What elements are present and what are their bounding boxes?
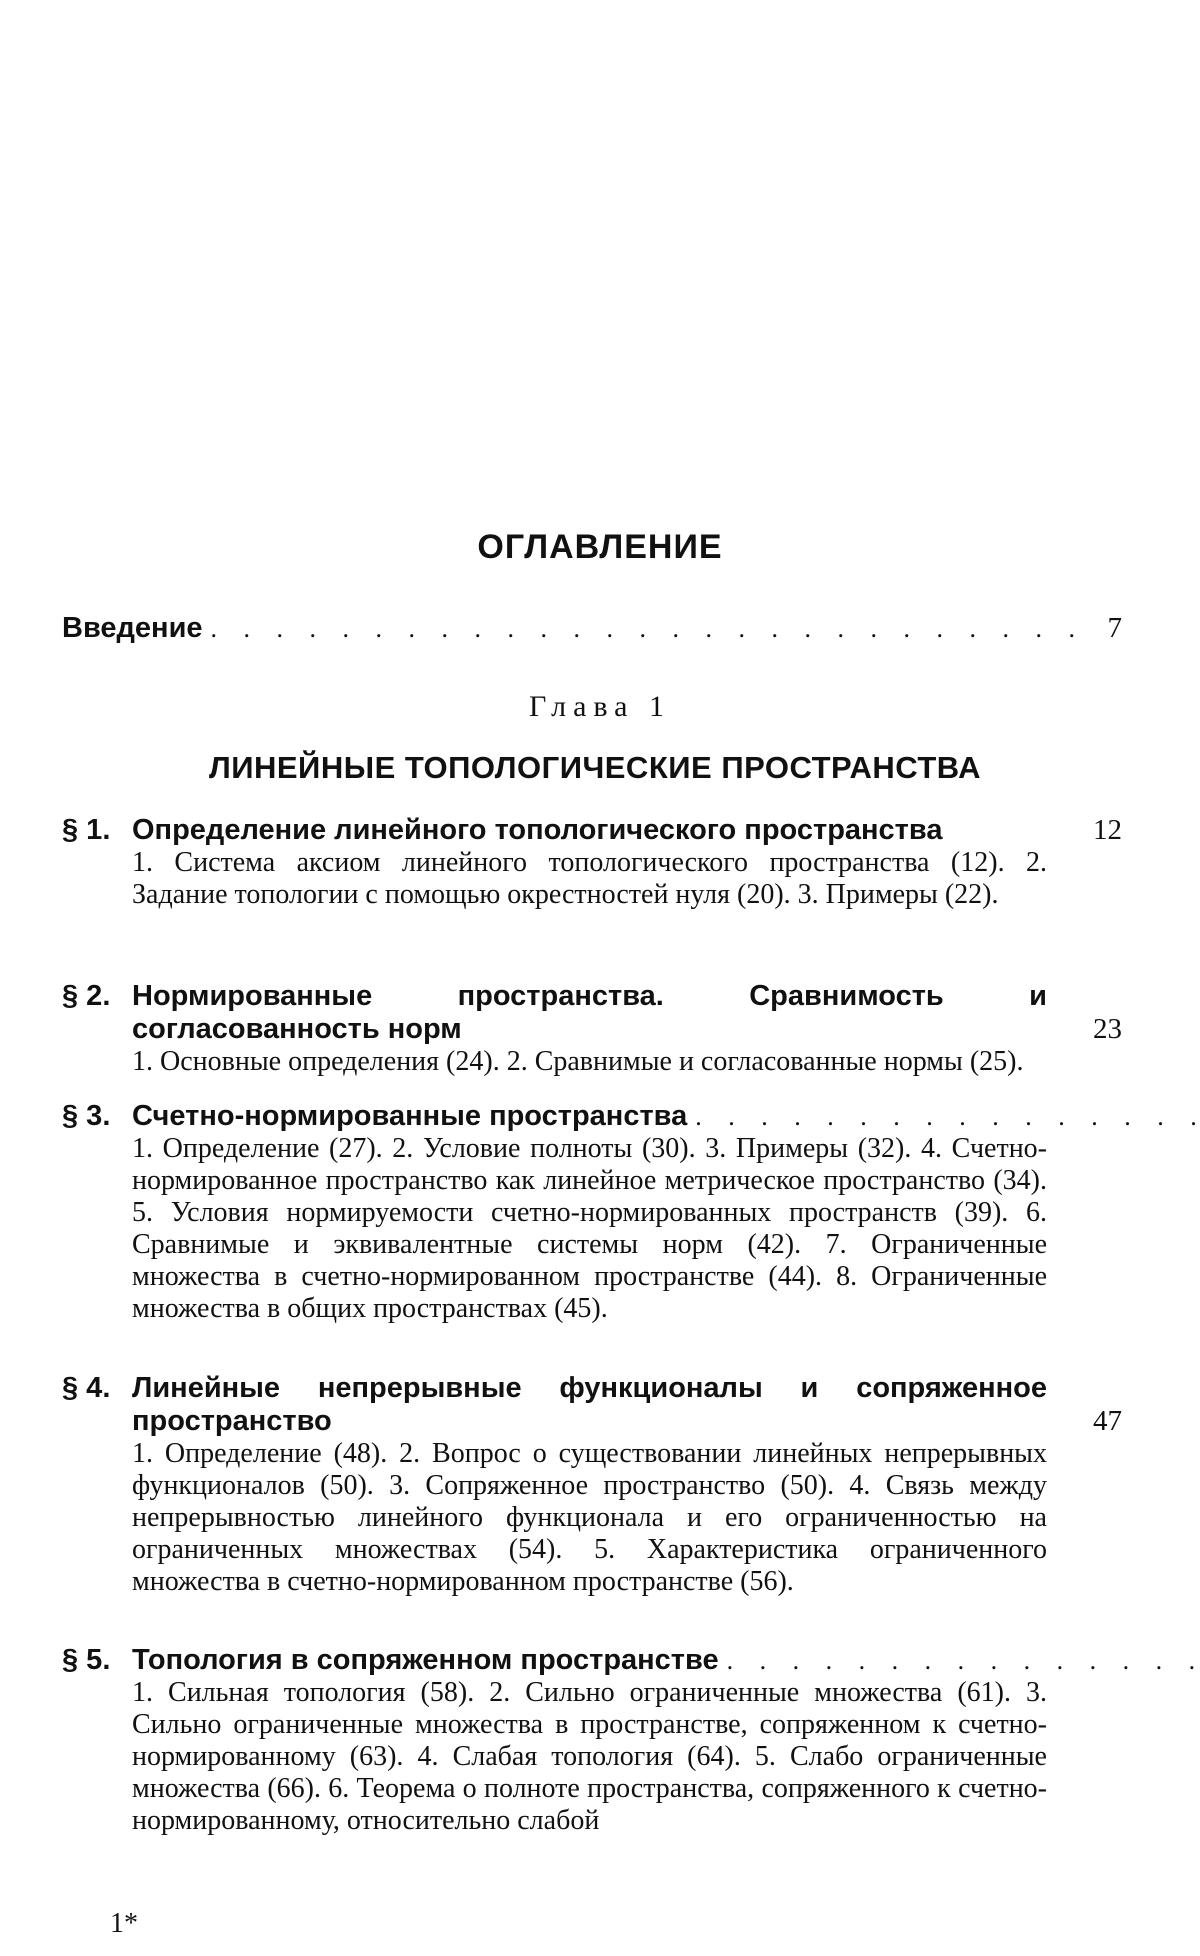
toc-section-5 (62, 1644, 1122, 1837)
section-contents: 1. Система аксиом линейного топологического пространства (12). 2. Задание топологии с помощью окрестностей нуля (20). 3. Примеры (22). (132, 847, 1047, 910)
toc-section-1 (62, 814, 1122, 911)
section-title: Определение линейного топологического пространства (132, 814, 943, 846)
dot-leader (211, 614, 1074, 644)
section-title: Счетно-нормированные пространства (132, 1100, 688, 1132)
section-title: Топология в сопряженном пространстве (132, 1644, 719, 1676)
section-number: § 3. (62, 1100, 111, 1132)
section-number: § 4. (62, 1372, 111, 1404)
section-contents: 1. Определение (48). 2. Вопрос о существовании линейных непрерывных функционалов (50). 3. Сопряженное пространство (50). 4. Связь между непрерывностью линейного функционала и его ограниченностью на ограниченных множествах (54). 5. Характеристика ограниченного множества в счетно-нормированном пространстве (56). (132, 1438, 1047, 1597)
section-number: § 5. (62, 1644, 111, 1676)
toc-section-4 (62, 1372, 1122, 1598)
toc-section-2 (62, 980, 1122, 1078)
toc-section-3 (62, 1100, 1122, 1325)
chapter-title: ЛИНЕЙНЫЕ ТОПОЛОГИЧЕСКИЕ ПРОСТРАНСТВА (208, 750, 982, 785)
dot-leader (695, 1100, 1200, 1133)
section-contents: 1. Определение (27). 2. Условие полноты (30). 3. Примеры (32). 4. Счетно-нормированное пространство как линейное метрическое пространство (34). 5. Условия нормируемости счетно-нормированных пространств (39). 6. Сравнимые и эквивалентные системы норм (42). 7. Ограниченные множества в счетно-нормированном пространстве (44). 8. Ограниченные множества в общих пространствах (45). (132, 1133, 1047, 1324)
section-page-number: 47 (1093, 1405, 1122, 1437)
dot-leader (727, 1644, 1200, 1677)
section-number: § 1. (62, 814, 111, 846)
section-title: Нормированные пространства. Сравнимость и согласованность норм (132, 980, 1047, 1045)
intro-page-number: 7 (1107, 612, 1122, 644)
section-page-number: 12 (1093, 814, 1122, 846)
section-contents: 1. Сильная топология (58). 2. Сильно ограниченные множества (61). 3. Сильно ограниченные множества в пространстве, сопряженном к счетно-нормированному (63). 4. Слабая топология (64). 5. Слабо ограниченные множества (66). 6. Теорема о полноте пространства, сопряженного к счетно-нормированному, относительно слабой (132, 1677, 1047, 1836)
toc-entry-intro (62, 612, 1122, 652)
section-number: § 2. (62, 980, 111, 1012)
section-title: Линейные непрерывные функционалы и сопряженное пространство (132, 1372, 1047, 1437)
signature-mark: 1* (110, 1908, 138, 1939)
section-contents: 1. Основные определения (24). 2. Сравнимые и согласованные нормы (25). (132, 1046, 1024, 1077)
toc-title: ОГЛАВЛЕНИЕ (477, 528, 723, 566)
intro-label: Введение (62, 612, 203, 644)
section-page-number: 23 (1093, 1013, 1122, 1045)
chapter-label: Глава 1 (529, 690, 671, 723)
